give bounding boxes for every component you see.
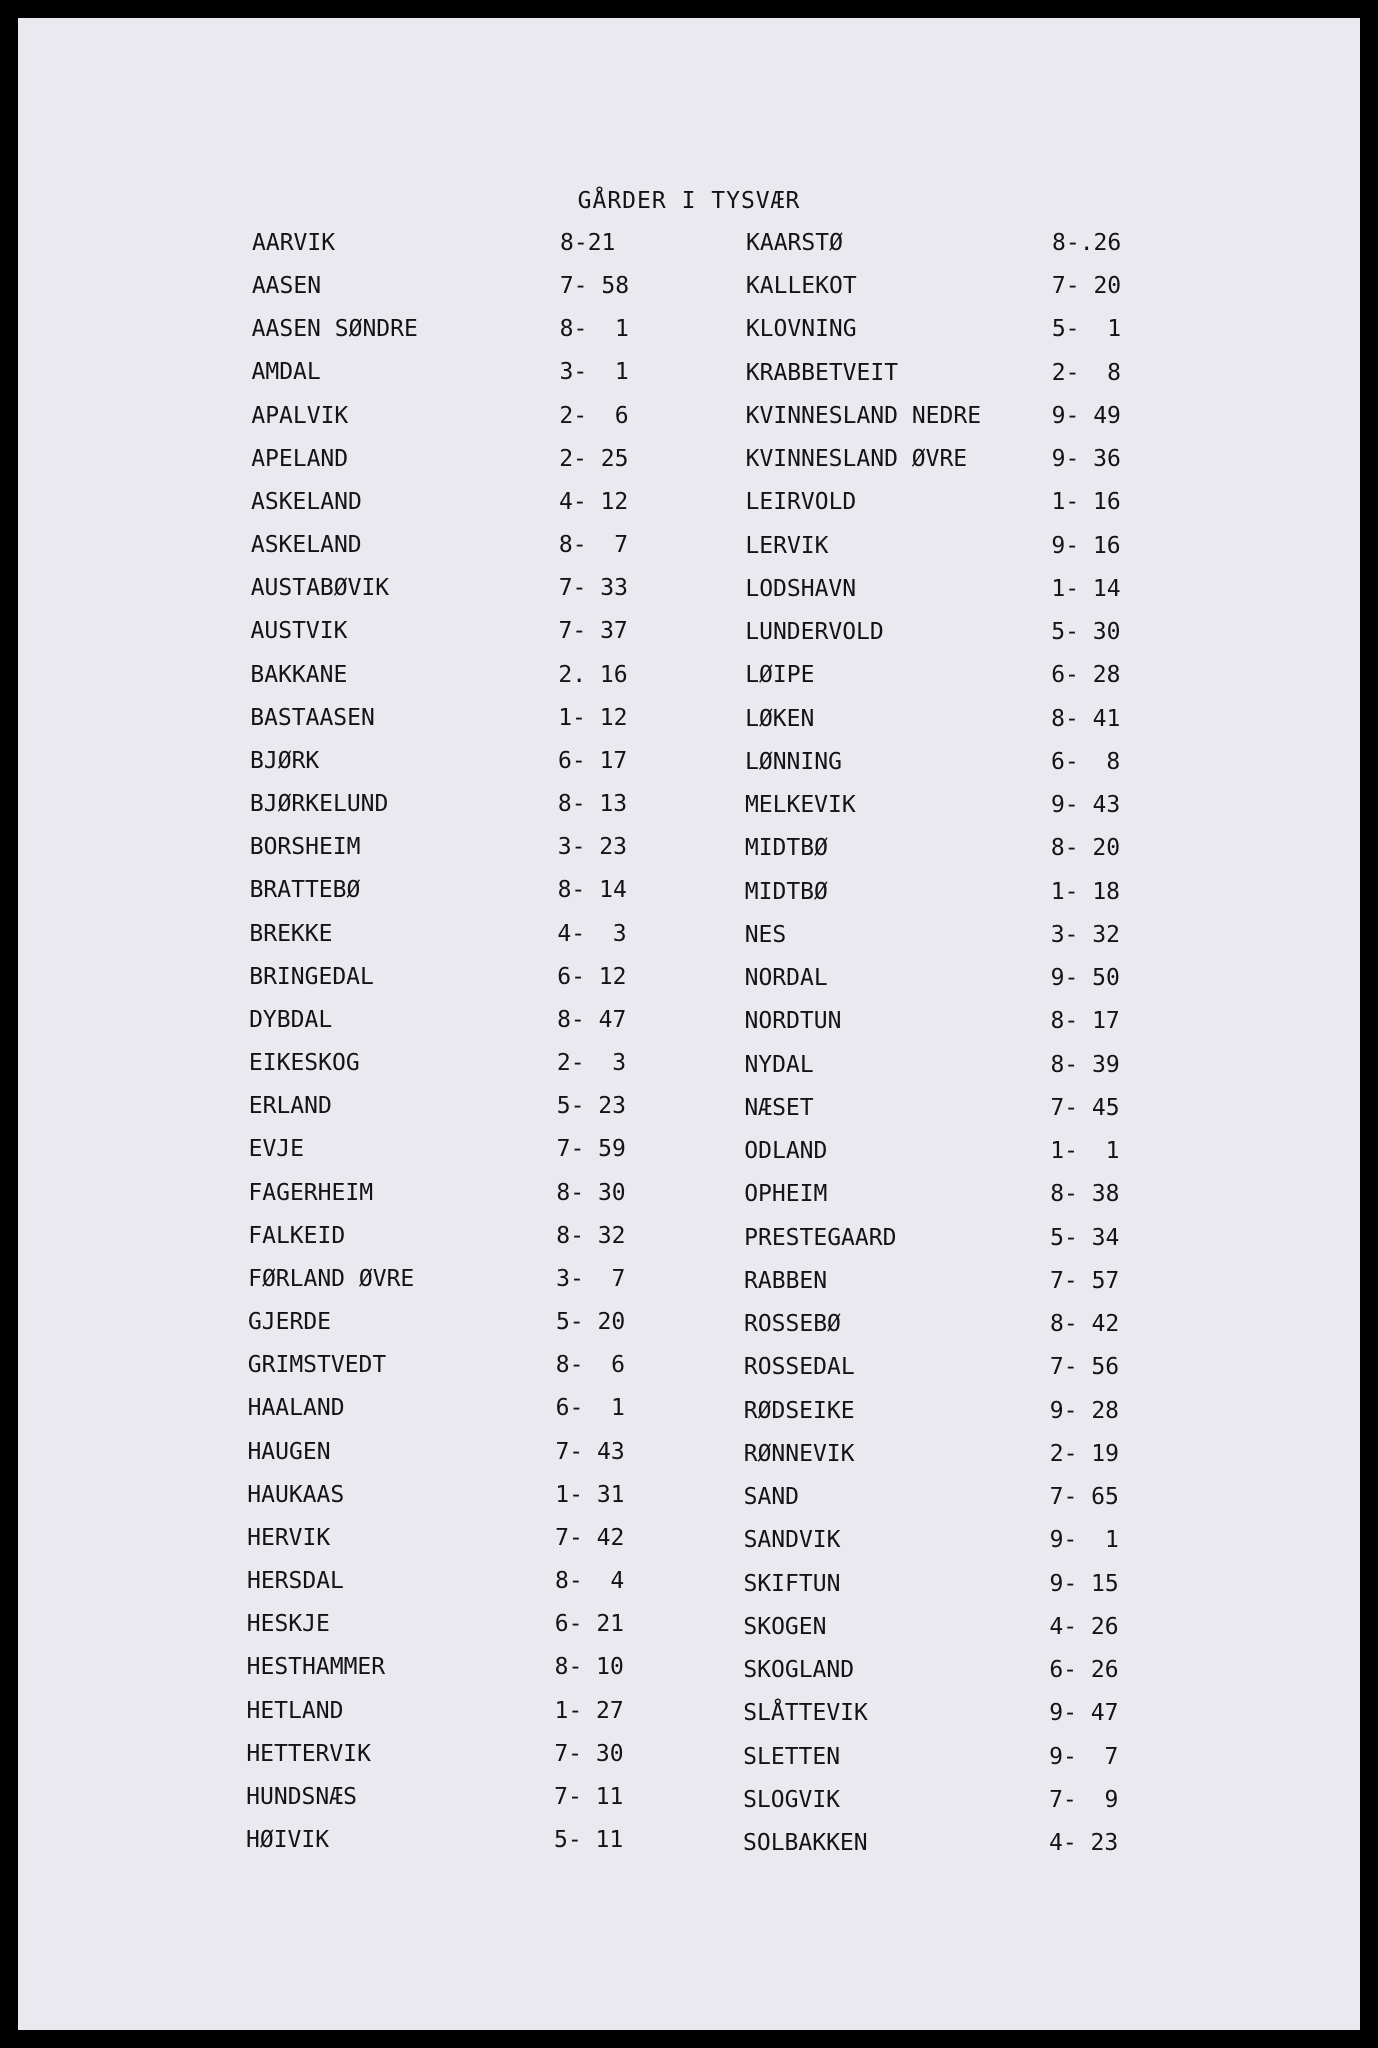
farm-number: 2- 3 [556,1050,627,1077]
farm-name: SKOGLAND [743,1657,855,1684]
farm-name: ODLAND [744,1138,828,1165]
farm-number: 1- 16 [1051,489,1121,516]
farm-number: 3- 32 [1050,921,1120,948]
farm-name: ROSSEDAL [743,1354,855,1381]
farm-name: DYBDAL [249,1006,333,1033]
farm-number: 9- 36 [1051,446,1121,473]
farm-name: BAKKANE [250,661,348,688]
farm-name: LODSHAVN [745,575,857,602]
farm-name: SANDVIK [743,1527,841,1554]
farm-number: 4- 26 [1049,1613,1119,1640]
farm-number: 7- 42 [555,1524,625,1551]
farm-number: 3- 23 [557,834,627,861]
farm-number: 4- 12 [559,488,629,515]
farm-name: HUNDSNÆS [246,1783,357,1810]
farm-number: 1- 14 [1051,575,1121,602]
farm-number: 7- 11 [554,1783,624,1810]
farm-number: 8- 7 [558,532,629,559]
farm-number: 2- 8 [1051,359,1121,386]
farm-name: MIDTBØ [744,835,828,862]
farm-number: 8- 14 [557,877,627,904]
farm-number: 9- 16 [1051,532,1121,559]
farm-name: GRIMSTVEDT [247,1352,387,1379]
farm-name: SLÅTTEVIK [743,1700,868,1727]
farm-number: 8- 4 [554,1568,625,1595]
farm-name: LERVIK [745,532,829,559]
farm-name: FALKEID [248,1222,346,1249]
farm-number: 2- 25 [559,445,629,472]
farm-number: 8- 13 [557,791,628,818]
farm-name: LØIPE [745,662,815,689]
farm-number: 2. 16 [558,661,628,688]
farm-number: 9- 49 [1051,402,1121,429]
farm-number: 5- 20 [555,1309,626,1336]
farm-name: APALVIK [251,402,349,429]
farm-name: MELKEVIK [744,792,856,819]
farm-number: 9- 28 [1049,1397,1120,1424]
farm-number: 8- 10 [554,1654,624,1681]
farm-name: KVINNESLAND NEDRE [745,402,982,429]
farm-number: 4- 3 [557,920,627,947]
farm-name: AASEN [251,273,322,300]
farm-name: FØRLAND ØVRE [248,1265,415,1292]
farm-number: 8- 38 [1050,1181,1120,1208]
farm-number: 6- 21 [554,1611,625,1638]
farm-number: 5- 34 [1050,1224,1120,1251]
farm-number: 8-.26 [1052,230,1122,256]
page-title: GÅRDER I TYSVÆR [577,188,801,214]
farm-number: 6- 12 [557,963,627,990]
farm-number: 2- 19 [1049,1440,1119,1467]
farm-name: LEIRVOLD [745,489,857,516]
farm-name: ROSSEBØ [743,1311,841,1338]
farm-name: HETTERVIK [246,1740,371,1767]
farm-name: HERVIK [247,1524,331,1551]
farm-number: 5- 1 [1051,316,1122,343]
farm-number: 7- 20 [1051,273,1122,300]
farm-number: 8- 42 [1049,1311,1120,1338]
farm-name: RØNNEVIK [743,1440,855,1467]
farm-name: RØDSEIKE [743,1397,855,1424]
farm-name: RABBEN [744,1267,828,1294]
farm-name: KRABBETVEIT [745,359,899,386]
farm-name: NORDAL [744,965,828,992]
farm-number: 7- 56 [1049,1354,1120,1381]
farm-number: 6- 17 [558,747,628,774]
farm-number: 7- 9 [1049,1786,1119,1813]
farm-name: HØIVIK [246,1827,330,1853]
farm-number: 9- 50 [1050,965,1120,992]
farm-number: 8- 6 [555,1352,626,1379]
farm-name: ERLAND [248,1093,332,1120]
farm-name: SOLBAKKEN [743,1830,868,1856]
farm-name: NÆSET [744,1094,814,1121]
farm-name: FAGERHEIM [248,1179,374,1206]
farm-name: PRESTEGAARD [744,1224,897,1251]
farm-name: BRATTEBØ [249,877,361,904]
farm-name: BASTAASEN [250,704,375,731]
farm-name: HESTHAMMER [246,1654,386,1681]
farm-number: 9- 43 [1050,792,1121,819]
farm-name: HETLAND [246,1697,344,1724]
farm-number: 7- 45 [1050,1094,1120,1121]
farm-number: 9- 47 [1049,1700,1119,1727]
farm-name: OPHEIM [744,1181,828,1208]
farm-number: 8- 39 [1050,1051,1120,1078]
farm-name: BRINGEDAL [249,963,374,990]
farm-name: GJERDE [247,1309,332,1336]
farm-name: AASEN SØNDRE [251,316,418,343]
farm-name: LØKEN [745,705,815,732]
farm-number: 8- 41 [1051,705,1121,732]
farm-name: SLETTEN [743,1743,841,1770]
farm-number: 1- 12 [558,704,628,731]
farm-number: 6- 1 [555,1395,625,1422]
farm-number: 7- 37 [558,618,628,645]
farm-name: NORDTUN [744,1008,842,1035]
farm-name: EVJE [248,1136,304,1163]
document-page [18,18,1360,2030]
farm-name: HAUKAAS [247,1481,345,1508]
farm-name: HESKJE [246,1611,330,1638]
farm-name: BJØRKELUND [249,791,389,818]
farm-name: NES [744,921,787,948]
farm-number: 9- 15 [1049,1570,1119,1597]
farm-number: 2- 6 [559,402,629,429]
farm-name: MIDTBØ [744,878,828,905]
farm-number: 1- 27 [554,1697,624,1724]
farm-name: NYDAL [744,1051,814,1078]
farm-number: 8- 20 [1050,835,1121,862]
farm-name: LØNNING [745,748,842,775]
farm-number: 6- 8 [1051,748,1121,775]
farm-number: 5- 30 [1051,619,1121,646]
farm-number: 7- 59 [556,1136,626,1163]
farm-name: ASKELAND [251,488,362,515]
farm-name: SAND [743,1484,800,1511]
farm-name: AARVIK [252,230,336,256]
farm-number: 3- 1 [559,359,629,386]
farm-number: 7- 33 [558,575,628,602]
farm-name: HAALAND [247,1395,345,1422]
farm-number: 8- 1 [559,316,629,343]
farm-number: 8- 47 [557,1006,627,1033]
farm-name: HERSDAL [246,1568,344,1595]
farm-name: SKIFTUN [743,1570,841,1597]
farm-number: 9- 1 [1049,1527,1119,1554]
farm-number: 8- 32 [556,1222,626,1249]
farm-name: ASKELAND [250,532,362,559]
farm-name: AUSTVIK [250,618,348,645]
farm-number: 7- 43 [555,1438,625,1465]
farm-number: 7- 57 [1050,1267,1120,1294]
farm-name: HAUGEN [247,1438,331,1465]
farm-number: 8- 30 [556,1179,626,1206]
farm-name: KLOVNING [745,316,857,343]
farm-number: 1- 1 [1050,1138,1120,1165]
farm-number: 7- 65 [1049,1484,1119,1511]
farm-number: 6- 28 [1051,662,1121,689]
farm-number: 5- 23 [556,1093,626,1120]
farm-name: LUNDERVOLD [745,619,884,646]
farm-number: 4- 23 [1049,1830,1119,1856]
farm-name: SKOGEN [743,1613,827,1640]
farm-number: 9- 7 [1049,1743,1119,1770]
farm-number: 3- 7 [556,1265,626,1292]
farm-number: 8- 17 [1050,1008,1120,1035]
farm-number: 7- 30 [554,1740,624,1767]
farm-number: 1- 31 [555,1481,625,1508]
farm-name: KAARSTØ [746,230,843,256]
farm-name: KALLEKOT [745,273,857,300]
farm-name: BORSHEIM [249,834,361,861]
farm-name: APELAND [251,445,349,472]
farm-name: BREKKE [249,920,333,947]
farm-name: AUSTABØVIK [250,575,390,602]
farm-number: 5- 11 [554,1827,624,1853]
farm-name: EIKESKOG [248,1050,360,1077]
farm-name: KVINNESLAND ØVRE [745,446,968,473]
farm-name: AMDAL [251,359,321,386]
farm-name: BJØRK [250,747,320,774]
farm-number: 7- 58 [559,273,630,300]
farm-number: 6- 26 [1049,1657,1119,1684]
farm-number: 8-21 [560,230,616,256]
farm-number: 1- 18 [1050,878,1121,905]
farm-name: SLOGVIK [743,1786,841,1813]
